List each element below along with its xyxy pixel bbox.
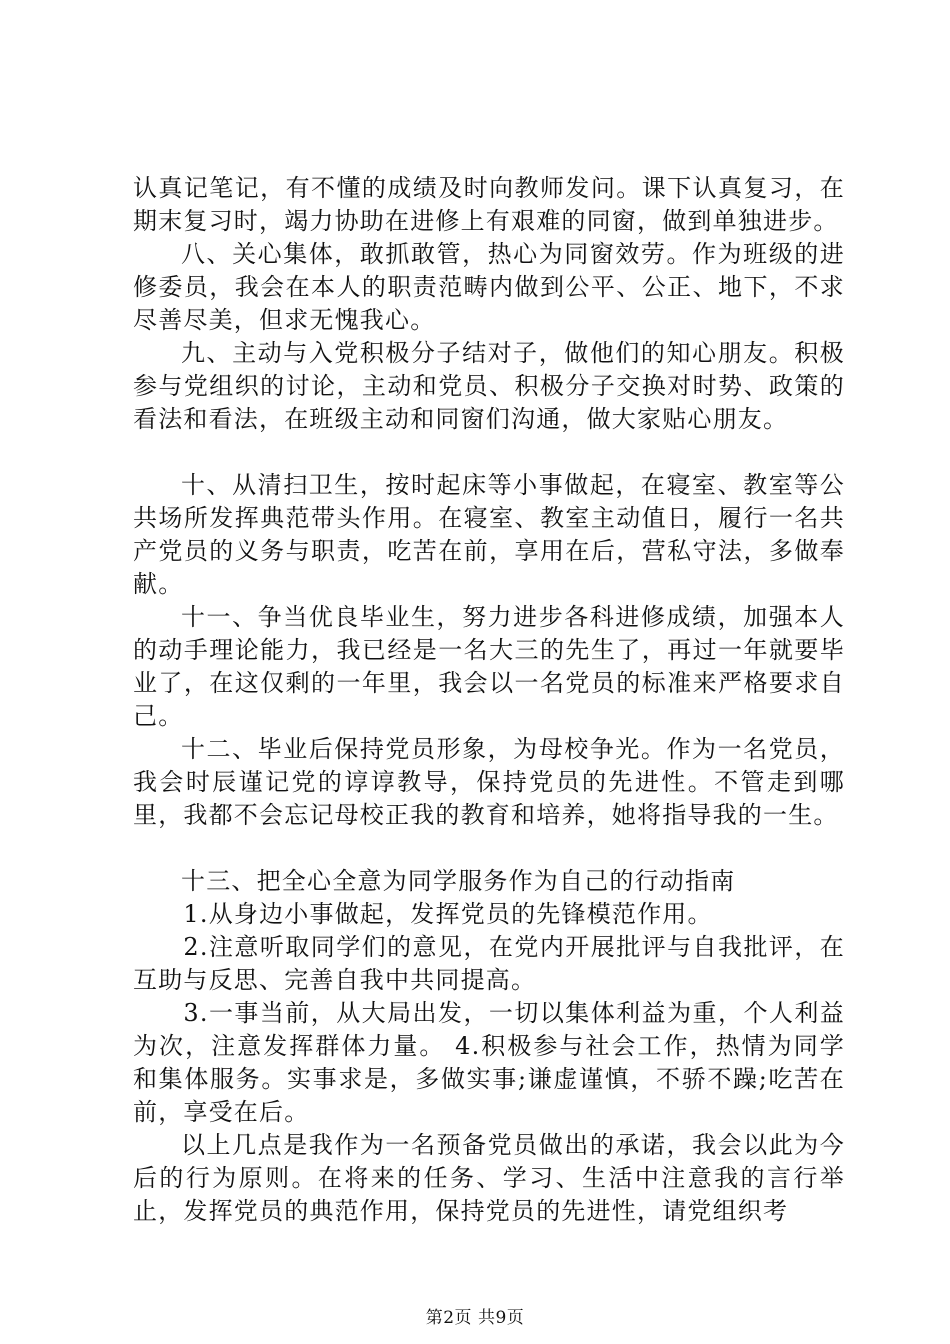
paragraph-10: 十、从清扫卫生，按时起床等小事做起，在寝室、教室等公共场所发挥典范带头作用。在寝室、教室主动值日，履行一名共产党员的义务与职责，吃苦在前，享用在后，营私守法，多做奉献。: [133, 471, 845, 598]
list-item-1: 1.从身边小事做起，发挥党员的先锋模范作用。: [183, 900, 713, 928]
page-number-footer: 第2页 共9页: [425, 1308, 525, 1328]
paragraph-8: 八、关心集体，敢抓敢管，热心为同窗效劳。作为班级的进修委员，我会在本人的职责范畴内做到公平、公正、地下，不求尽善尽美，但求无愧我心。: [133, 240, 845, 334]
paragraph-11: 十一、争当优良毕业生，努力进步各科进修成绩，加强本人的动手理论能力，我已经是一名大三的先生了，再过一年就要毕业了，在这仅剩的一年里，我会以一名党员的标准来严格要求自己。: [133, 603, 845, 730]
paragraph-13-heading: 十三、把全心全意为同学服务作为自己的行动指南: [181, 867, 736, 895]
paragraph-9: 九、主动与入党积极分子结对子，做他们的知心朋友。积极参与党组织的讨论，主动和党员、积极分子交换对时势、政策的看法和看法，在班级主动和同窗们沟通，做大家贴心朋友。: [133, 339, 845, 433]
paragraph-gap: [133, 832, 845, 865]
paragraph-conclusion: 以上几点是我作为一名预备党员做出的承诺，我会以此为今后的行为原则。在将来的任务、学习、生活中注意我的言行举止，发挥党员的典范作用，保持党员的先进性，请党组织考: [133, 1131, 845, 1225]
list-item-3-4: 3.一事当前，从大局出发，一切以集体利益为重，个人利益为次，注意发挥群体力量。 4.积极参与社会工作，热情为同学和集体服务。实事求是，多做实事;谦虚谨慎，不骄不躁;吃苦在前，享受在后。: [133, 999, 845, 1126]
document-body: [133, 172, 845, 1228]
list-item-2: 2.注意听取同学们的意见，在党内开展批评与自我批评，在互助与反思、完善自我中共同提高。: [133, 933, 845, 994]
paragraph-continued: 认真记笔记，有不懂的成绩及时向教师发问。课下认真复习，在期末复习时，竭力协助在进修上有艰难的同窗，做到单独进步。: [133, 174, 845, 235]
paragraph-12: 十二、毕业后保持党员形象，为母校争光。作为一名党员，我会时辰谨记党的谆谆教导，保持党员的先进性。不管走到哪里，我都不会忘记母校正我的教育和培养，她将指导我的一生。: [133, 735, 845, 829]
paragraph-gap: [133, 436, 845, 469]
